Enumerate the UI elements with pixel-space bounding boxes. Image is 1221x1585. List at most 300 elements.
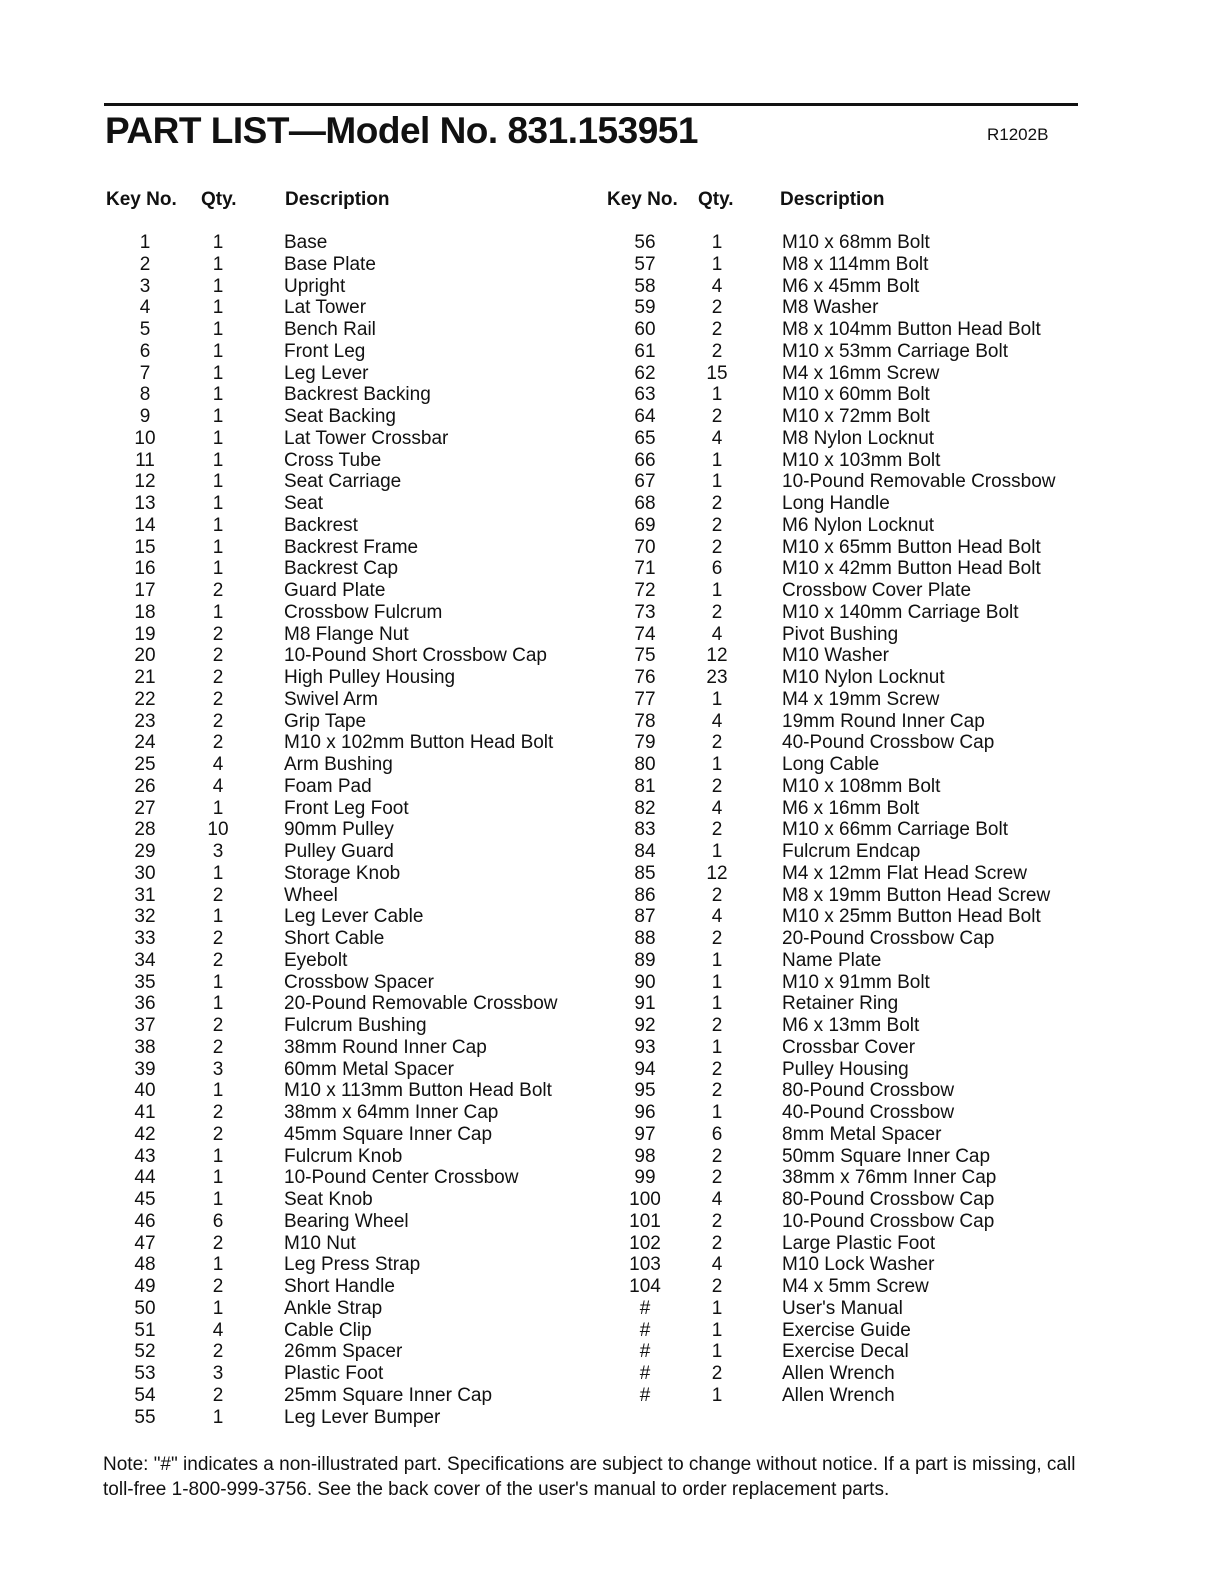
part-description: Grip Tape [284, 710, 367, 732]
right-part-row [0, 949, 882, 972]
key-number: 15 [134, 536, 156, 558]
right-part-row [0, 1210, 995, 1233]
left-qty-header: Qty. [201, 189, 237, 210]
part-description: Short Cable [284, 928, 385, 949]
key-number: 47 [134, 1232, 156, 1254]
key-number: 83 [634, 819, 656, 841]
key-number: 88 [634, 928, 656, 949]
right-part-row [0, 645, 889, 667]
key-number: 99 [634, 1167, 656, 1189]
key-number: 93 [634, 1036, 656, 1058]
quantity: 4 [711, 906, 723, 928]
right-part-row [0, 514, 935, 537]
quantity: 2 [711, 1167, 723, 1189]
key-number: 71 [634, 558, 656, 580]
key-number: 22 [134, 688, 156, 710]
quantity: 1 [212, 449, 224, 471]
key-number: 84 [634, 841, 656, 862]
right-part-row [0, 1167, 997, 1189]
key-number: 97 [634, 1123, 656, 1145]
key-number: 29 [134, 841, 156, 862]
quantity: 1 [212, 384, 224, 406]
part-description: M10 x 60mm Bolt [782, 384, 930, 406]
quantity: 2 [212, 645, 224, 667]
key-number: 79 [634, 732, 656, 754]
key-number: 96 [634, 1102, 656, 1123]
right-part-row [0, 797, 920, 820]
part-description: M10 Lock Washer [782, 1254, 935, 1276]
part-description: M10 x 53mm Carriage Bolt [782, 340, 1008, 362]
quantity: 12 [706, 862, 728, 884]
right-part-row [0, 623, 899, 646]
key-number: 76 [634, 667, 656, 688]
part-description: Backrest Backing [284, 384, 431, 406]
quantity: 1 [212, 319, 224, 340]
part-description: Swivel Arm [284, 688, 378, 710]
key-number: 54 [134, 1384, 156, 1406]
part-description: Short Handle [284, 1276, 395, 1297]
part-description: M6 Nylon Locknut [782, 514, 935, 536]
part-description: 19mm Round Inner Cap [782, 710, 985, 732]
quantity: 1 [212, 1145, 224, 1167]
right-part-row [0, 1319, 911, 1342]
part-description: Crossbow Cover Plate [782, 580, 972, 601]
key-number: 17 [134, 580, 156, 601]
right-part-row [0, 667, 945, 689]
quantity: 2 [711, 1363, 723, 1384]
right-part-row [0, 449, 941, 472]
right-part-row [0, 928, 995, 950]
part-description: 80-Pound Crossbow Cap [782, 1189, 995, 1210]
quantity: 4 [711, 710, 723, 732]
quantity: 2 [212, 1276, 224, 1297]
quantity: 2 [711, 732, 723, 754]
quantity: 1 [212, 471, 224, 493]
key-number: 100 [629, 1189, 661, 1210]
quantity: 1 [711, 754, 723, 775]
key-number: 52 [134, 1341, 156, 1363]
right-part-row [0, 775, 941, 798]
key-number: 75 [634, 645, 656, 667]
right-part-row [0, 275, 920, 298]
part-description: M10 Nut [284, 1232, 356, 1254]
part-description: Crossbow Fulcrum [284, 601, 443, 623]
part-description: M6 x 13mm Bolt [782, 1015, 920, 1036]
key-number: 65 [634, 427, 656, 449]
part-description: Crossbar Cover [782, 1036, 916, 1058]
quantity: 1 [711, 688, 723, 710]
quantity: 2 [711, 1080, 723, 1102]
right-part-row [0, 1254, 935, 1276]
quantity: 2 [212, 1123, 224, 1145]
key-number: # [639, 1319, 651, 1341]
quantity: 2 [212, 710, 224, 732]
quantity: 23 [706, 667, 728, 688]
quantity: 1 [212, 514, 224, 536]
quantity: 1 [212, 862, 224, 884]
key-number: 33 [134, 928, 156, 949]
part-description: M10 Washer [782, 645, 889, 667]
key-number: 38 [134, 1036, 156, 1058]
part-description: Leg Lever [284, 362, 369, 384]
quantity: 2 [711, 601, 723, 623]
key-number: # [639, 1341, 651, 1363]
part-description: 50mm Square Inner Cap [782, 1145, 991, 1167]
right-part-row [0, 1189, 995, 1211]
right-part-row [0, 253, 929, 276]
right-part-row [0, 862, 1027, 885]
key-number: 72 [634, 580, 656, 601]
quantity: 1 [212, 340, 224, 362]
quantity: 1 [711, 471, 723, 493]
quantity: 1 [212, 493, 224, 514]
part-description: 10-Pound Removable Crossbow [782, 471, 1056, 493]
document-code: R1202B [987, 125, 1049, 144]
quantity: 2 [711, 514, 723, 536]
quantity: 2 [212, 1102, 224, 1123]
key-number: 66 [634, 449, 656, 471]
right-part-row [0, 971, 930, 994]
key-number: 92 [634, 1015, 656, 1036]
key-number: 14 [134, 514, 156, 536]
part-description: Large Plastic Foot [782, 1232, 936, 1254]
key-number: 90 [634, 971, 656, 993]
part-description: Name Plate [782, 949, 882, 971]
right-part-row [0, 536, 1041, 559]
part-description: 26mm Spacer [284, 1341, 403, 1363]
quantity: 2 [711, 1232, 723, 1254]
quantity: 1 [711, 949, 723, 971]
right-part-row [0, 906, 1041, 928]
right-part-row [0, 1341, 909, 1363]
right-part-row [0, 1232, 936, 1255]
key-number: 94 [634, 1058, 656, 1080]
left-part-row [0, 1407, 500, 1429]
part-description: Bearing Wheel [284, 1210, 409, 1232]
part-description: Allen Wrench [782, 1384, 895, 1406]
right-part-row [0, 406, 930, 428]
key-number: 39 [134, 1058, 156, 1080]
key-number: 77 [634, 688, 656, 710]
part-description: M8 x 104mm Button Head Bolt [782, 319, 1041, 340]
part-description: M8 Washer [782, 297, 879, 319]
key-number: 69 [634, 514, 656, 536]
part-description: 38mm x 76mm Inner Cap [782, 1167, 997, 1189]
quantity: 2 [212, 1036, 224, 1058]
quantity: 2 [212, 580, 224, 601]
part-description: M4 x 19mm Screw [782, 688, 940, 710]
key-number: 40 [134, 1080, 156, 1102]
part-description: M10 x 103mm Bolt [782, 449, 941, 471]
part-description: Fulcrum Endcap [782, 841, 921, 862]
key-number: 87 [634, 906, 656, 928]
key-number: 58 [634, 275, 656, 297]
key-number: 102 [629, 1232, 661, 1254]
part-description: 20-Pound Crossbow Cap [782, 928, 995, 949]
right-part-row [0, 601, 1019, 624]
quantity: 2 [711, 493, 723, 514]
key-number: 104 [629, 1276, 661, 1297]
key-number: 89 [634, 949, 656, 971]
quantity: 1 [711, 580, 723, 601]
key-number: 63 [634, 384, 656, 406]
quantity: 6 [711, 1123, 723, 1145]
quantity: 2 [711, 1210, 723, 1232]
right-parts-table [0, 232, 1056, 1407]
part-description: M6 x 45mm Bolt [782, 275, 920, 297]
quantity: 4 [711, 797, 723, 819]
part-description: Exercise Guide [782, 1319, 911, 1341]
quantity: 2 [212, 688, 224, 710]
quantity: 15 [706, 362, 728, 384]
key-number: 19 [134, 623, 156, 645]
key-number: 82 [634, 797, 656, 819]
key-number: 74 [634, 623, 656, 645]
key-number: 16 [134, 558, 156, 580]
key-number: 55 [134, 1406, 156, 1428]
right-part-row [0, 362, 940, 385]
quantity: 4 [212, 754, 224, 775]
key-number: 60 [634, 319, 656, 340]
key-number: 50 [134, 1297, 156, 1319]
key-number: 91 [634, 993, 656, 1015]
part-description: High Pulley Housing [284, 667, 456, 688]
quantity: 1 [711, 384, 723, 406]
part-description: Allen Wrench [782, 1363, 895, 1384]
key-number: # [639, 1297, 651, 1319]
quantity: 1 [212, 971, 224, 993]
key-number: 4 [139, 297, 151, 319]
key-number: 45 [134, 1189, 156, 1210]
part-description: 8mm Metal Spacer [782, 1123, 942, 1145]
quantity: 1 [212, 558, 224, 580]
quantity: 1 [212, 232, 224, 253]
key-number: # [639, 1384, 651, 1406]
right-part-row [0, 384, 930, 406]
quantity: 4 [711, 275, 723, 297]
part-description: M8 x 19mm Button Head Screw [782, 884, 1051, 906]
key-number: 3 [139, 275, 151, 297]
key-number: 101 [629, 1210, 661, 1232]
key-number: 86 [634, 884, 656, 906]
quantity: 1 [212, 536, 224, 558]
quantity: 2 [711, 1145, 723, 1167]
part-description: Leg Press Strap [284, 1254, 421, 1276]
footnote: Note: "#" indicates a non-illustrated part. Specifications are subject to change without notice. If a part is missing, call toll-free 1-800-999-3756. See the back cover of the user's manual to order replacement parts. [103, 1454, 1076, 1500]
right-qty-header: Qty. [698, 189, 734, 210]
part-description: M10 x 25mm Button Head Bolt [782, 906, 1041, 928]
quantity: 1 [212, 427, 224, 449]
part-description: Pulley Guard [284, 841, 394, 862]
key-number: 62 [634, 362, 656, 384]
part-description: M8 x 114mm Bolt [782, 253, 929, 275]
key-number: 20 [134, 645, 156, 667]
quantity: 1 [212, 1189, 224, 1210]
key-number: 13 [134, 493, 156, 514]
right-part-row [0, 340, 1008, 363]
quantity: 12 [706, 645, 728, 667]
quantity: 2 [212, 1341, 224, 1363]
right-part-row [0, 993, 899, 1015]
quantity: 1 [212, 1406, 224, 1428]
right-part-row [0, 884, 1051, 907]
key-number: 26 [134, 775, 156, 797]
key-number: 12 [134, 471, 156, 493]
quantity: 1 [711, 971, 723, 993]
part-description: M4 x 16mm Screw [782, 362, 940, 384]
key-number: 95 [634, 1080, 656, 1102]
part-description: Backrest [284, 514, 358, 536]
quantity: 3 [212, 841, 224, 862]
right-part-row [0, 732, 995, 754]
quantity: 1 [711, 253, 723, 275]
key-number: 85 [634, 862, 656, 884]
part-description: Storage Knob [284, 862, 401, 884]
key-number: 49 [134, 1276, 156, 1297]
key-number: 9 [139, 406, 151, 427]
key-number: 57 [634, 253, 656, 275]
key-number: 51 [134, 1319, 156, 1341]
part-description: M4 x 5mm Screw [782, 1276, 929, 1297]
part-description: Bench Rail [284, 319, 376, 340]
part-description: Seat Knob [284, 1189, 373, 1210]
key-number: 64 [634, 406, 656, 427]
quantity: 1 [711, 993, 723, 1015]
key-number: 81 [634, 775, 656, 797]
key-number: 46 [134, 1210, 156, 1232]
key-number: 31 [134, 884, 156, 906]
quantity: 1 [212, 601, 224, 623]
right-part-row [0, 493, 890, 515]
part-description: M10 x 140mm Carriage Bolt [782, 601, 1019, 623]
right-part-row [0, 297, 879, 319]
part-description: Ankle Strap [284, 1297, 383, 1319]
quantity: 1 [212, 253, 224, 275]
part-description: M8 Nylon Locknut [782, 427, 935, 449]
quantity: 2 [711, 340, 723, 362]
quantity: 2 [212, 928, 224, 949]
quantity: 1 [711, 1297, 723, 1319]
right-part-row [0, 1080, 955, 1102]
part-description: User's Manual [782, 1297, 903, 1319]
part-description: Backrest Frame [284, 536, 419, 558]
quantity: 1 [212, 406, 224, 427]
part-description: M10 x 66mm Carriage Bolt [782, 819, 1008, 841]
part-description: Long Cable [782, 754, 880, 775]
quantity: 6 [711, 558, 723, 580]
quantity: 2 [711, 775, 723, 797]
quantity: 4 [711, 1254, 723, 1276]
right-part-row [0, 710, 985, 733]
part-description: Pulley Housing [782, 1058, 909, 1080]
part-description: Crossbow Spacer [284, 971, 434, 993]
quantity: 3 [212, 1058, 224, 1080]
key-number: 35 [134, 971, 156, 993]
part-description: Long Handle [782, 493, 890, 514]
right-part-row [0, 688, 940, 711]
quantity: 1 [212, 362, 224, 384]
key-number: 25 [134, 754, 156, 775]
quantity: 2 [212, 732, 224, 754]
part-description: Leg Lever Bumper [284, 1406, 441, 1428]
part-description: Base Plate [284, 253, 376, 275]
key-number: 18 [134, 601, 156, 623]
key-number: 70 [634, 536, 656, 558]
right-part-row [0, 580, 972, 602]
key-number: 34 [134, 949, 156, 971]
key-number: 7 [139, 362, 151, 384]
part-description: M4 x 12mm Flat Head Screw [782, 862, 1027, 884]
part-description: 60mm Metal Spacer [284, 1058, 455, 1080]
right-part-row [0, 819, 1008, 841]
key-number: 56 [634, 232, 656, 253]
quantity: 1 [212, 1297, 224, 1319]
right-part-row [0, 319, 1041, 341]
quantity: 2 [711, 536, 723, 558]
part-description: 20-Pound Removable Crossbow [284, 993, 558, 1015]
part-description: Front Leg [284, 340, 366, 362]
key-number: 59 [634, 297, 656, 319]
right-part-row [0, 1123, 942, 1146]
quantity: 1 [711, 1384, 723, 1406]
quantity: 6 [212, 1210, 224, 1232]
quantity: 2 [711, 1058, 723, 1080]
right-part-row [0, 232, 930, 254]
key-number: 23 [134, 710, 156, 732]
key-number: 61 [634, 340, 656, 362]
part-description: Cross Tube [284, 449, 382, 471]
part-description: Seat [284, 493, 324, 514]
part-description: Exercise Decal [782, 1341, 909, 1363]
right-part-row [0, 1145, 991, 1168]
part-description: M10 x 42mm Button Head Bolt [782, 558, 1041, 580]
key-number: 43 [134, 1145, 156, 1167]
left-key-header: Key No. [106, 189, 177, 210]
key-number: 10 [134, 427, 156, 449]
part-description: M10 x 68mm Bolt [782, 232, 930, 253]
part-description: Fulcrum Bushing [284, 1015, 427, 1036]
quantity: 4 [212, 775, 224, 797]
key-number: 67 [634, 471, 656, 493]
quantity: 1 [711, 1036, 723, 1058]
key-number: 80 [634, 754, 656, 775]
quantity: 2 [711, 884, 723, 906]
right-part-row [0, 1015, 920, 1037]
quantity: 1 [711, 841, 723, 862]
part-description: M10 x 65mm Button Head Bolt [782, 536, 1041, 558]
part-description: 45mm Square Inner Cap [284, 1123, 493, 1145]
key-number: 41 [134, 1102, 156, 1123]
part-description: Wheel [284, 884, 338, 906]
right-part-row [0, 427, 935, 450]
part-description: Backrest Cap [284, 558, 399, 580]
right-part-row [0, 754, 880, 776]
key-number: 73 [634, 601, 656, 623]
part-description: Leg Lever Cable [284, 906, 424, 928]
quantity: 1 [212, 1254, 224, 1276]
part-description: M8 Flange Nut [284, 623, 409, 645]
part-description: 40-Pound Crossbow Cap [782, 732, 995, 754]
quantity: 1 [212, 297, 224, 319]
quantity: 2 [212, 1384, 224, 1406]
key-number: 37 [134, 1015, 156, 1036]
quantity: 1 [711, 1319, 723, 1341]
quantity: 1 [711, 1102, 723, 1123]
right-part-row [0, 1363, 895, 1385]
top-rule [104, 103, 1078, 106]
quantity: 4 [711, 1189, 723, 1210]
quantity: 1 [212, 1080, 224, 1102]
